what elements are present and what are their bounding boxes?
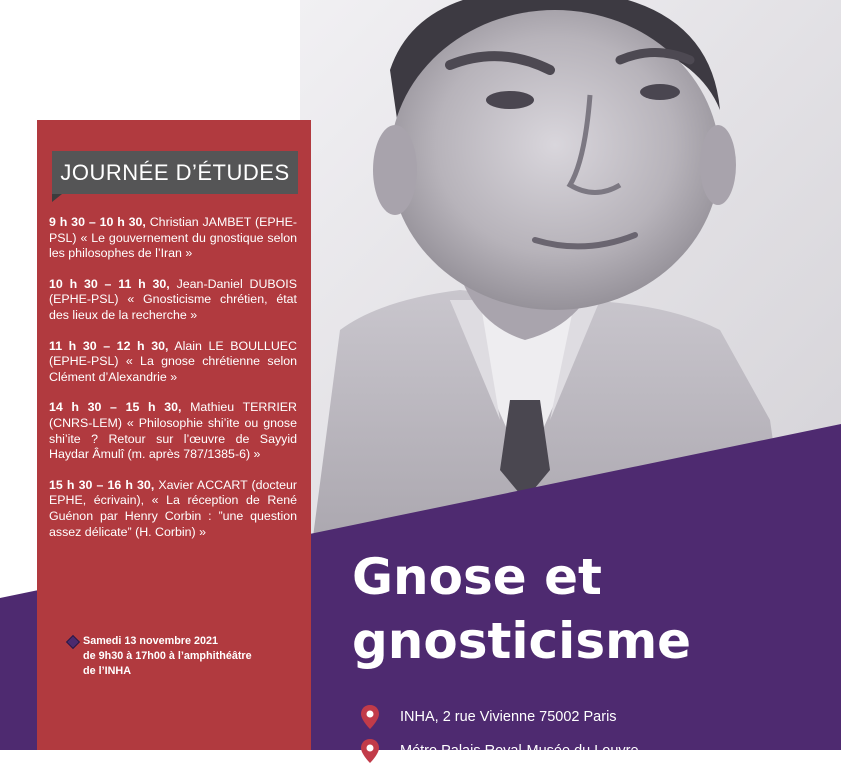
session-item (49, 215, 297, 262)
event-venue: de l’INHA (83, 665, 131, 677)
session-text: Mathieu TERRIER (CNRS-LEM) « Philosophie shi’ite ou gnose shi’ite ? Retour sur l’œuvre de Sayyid Haydar Âmulî (m. après 787/1385-6) » (49, 400, 297, 462)
session-item (49, 478, 297, 540)
session-time: 9 h 30 – 10 h 30, (49, 215, 146, 229)
session-text: Jean-Daniel DUBOIS (EPHE-PSL) « Gnosticisme chrétien, état des lieux de la recherche » (49, 276, 298, 322)
program-panel (37, 120, 311, 750)
event-date: Samedi 13 novembre 2021 (83, 635, 219, 647)
session-time: 15 h 30 – 16 h 30, (49, 477, 155, 492)
location-address (360, 704, 617, 730)
location-metro (360, 738, 639, 764)
session-item (49, 339, 297, 386)
session-time: 10 h 30 – 11 h 30, (49, 276, 170, 291)
panel-title-tail (52, 194, 62, 202)
title-line-2: gnosticisme (352, 612, 692, 670)
event-time-venue: de 9h30 à 17h00 à l’amphithéâtre (83, 650, 252, 662)
title-line-1: Gnose et (352, 548, 602, 606)
session-text: Xavier ACCART (docteur EPHE, écrivain), « La réception de René Guénon par Henry Corbin : ”une question assez délicate” (H. Corbin) » (49, 477, 297, 539)
session-time: 14 h 30 – 15 h 30, (49, 400, 182, 415)
session-item (49, 277, 297, 324)
session-text: Alain LE BOULLUEC (EPHE-PSL) « La gnose chrétienne selon Clément d’Alexandrie » (49, 338, 297, 384)
event-title (352, 545, 691, 673)
diamond-bullet-icon (66, 635, 80, 649)
session-item (49, 400, 297, 462)
panel-title: JOURNÉE D’ÉTUDES (52, 151, 298, 194)
location-address-text: INHA, 2 rue Vivienne 75002 Paris (400, 709, 617, 725)
location-pin-icon (360, 704, 380, 730)
session-text: Christian JAMBET (EPHE-PSL) « Le gouvernement du gnostique selon les philosophes de l’Iran » (49, 215, 297, 261)
location-pin-icon (360, 738, 380, 764)
session-list (49, 215, 297, 555)
location-metro-text: Métro Palais Royal-Musée du Louvre (400, 743, 639, 759)
session-time: 11 h 30 – 12 h 30, (49, 338, 169, 353)
